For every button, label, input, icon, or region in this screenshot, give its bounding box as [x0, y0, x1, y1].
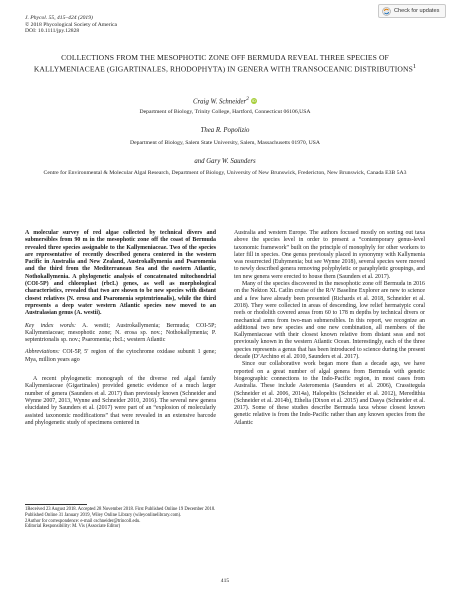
author-1: [0, 96, 450, 105]
body-paragraph-3: Since our collaborative work began more than a decade ago, we have reported on a great number of algal genera from Bermuda with genetic biogeographic connections to the Indo-Pacific region, in most cases from Australia. These include Asteromenia (Saunders et al. 2006), Crassitegula (Schneider et al. 2006, 2014a), Halopeltis (Schneider et al. 2012), Meredithia (Schneider et al. 2014b), Ethelia (Dixon et al. 2015) and Dasya (Schneider et al. 2017). Some of these studies describe Bermuda taxa whose closest known genetic relative is from the Indo-Pacific rather than any known species from the Atlantic: [234, 361, 425, 426]
journal-copyright: © 2018 Phycological Society of America: [25, 21, 118, 28]
abbreviations-label: Abbreviations:: [25, 349, 60, 356]
footnote-received: 1Received 23 August 2018. Accepted 28 November 2018. First Published Online 19 December 2018. Published Online 31 January 2019, Wiley Online Library (wileyonlinelibrary.com).: [25, 507, 216, 518]
key-index-text: A. westii; Austrokallymenia; Bermuda; COI-5P; Kallymeniaceae; mesophotic zone; N. erosa sp. nov.; Nothokallymenia; P. septentrionalis sp. nov.; Psaromenia; rbcL; western Atlantic: [25, 322, 216, 344]
abstract: A molecular survey of red algae collected by technical divers and submersibles from 90 m in the mesophotic zone off the coast of Bermuda revealed three species assignable to the Kallymeniaceae. Two of the species are representative of recently described genera centered in the western Pacific in Australia and New Zealand, Austrokallymenia and Psaromenia and the third from the Mediterranean Sea and the eastern Atlantic, Nothokallymenia. A phylogenetic analysis of concatenated mitochondrial (COI-5P) and chloroplast (rbcL) genes, as well as morphological characteristics, revealed that two are shown to be new species with distant closest relatives (N. erosa and Psaromenia septentrionalis), while the third represents a deep water western Atlantic species now moved to an Australasian genus (A. westii).: [25, 230, 216, 317]
check-for-updates-button[interactable]: [378, 4, 446, 18]
body-paragraph-1: Australia and western Europe. The authors focused mostly on sorting out taxa above the species level in order to present a “contemporary genus-level taxonomic framework” built on the principle of monophyly for other workers to later fill in species. One genus previously placed in synonymy with Kallymenia was resurrected (Euhymenia; but see Wynne 2018), several species were moved to newly described genera removing polyphyletic or paraphyletic groupings, and ten new genera were erected to house them (Saunders et al. 2017).: [234, 230, 425, 280]
title-text: COLLECTIONS FROM THE MESOPHOTIC ZONE OFF BERMUDA REVEAL THREE SPECIES OF KALLYMENIACEAE (GIGARTINALES, RHODOPHYTA) IN GENERA WITH TRANSOCEANIC DISTRIBUTIONS: [33, 53, 413, 74]
right-column: [234, 230, 425, 427]
journal-header: [25, 15, 117, 35]
abbreviations-text: COI-5P, 5′ region of the cytochrome oxidase subunit 1 gene; Mya, million years ago: [25, 349, 216, 363]
footnote-editorial: Editorial Responsibility: M. Vis (Associate Editor): [25, 524, 121, 530]
article-title: [30, 53, 420, 74]
author-2-name: Thea R. Popolizio: [200, 127, 250, 134]
author-3-name: and Gary W. Saunders: [194, 158, 256, 165]
key-index-label: Key index words:: [25, 322, 76, 329]
journal-citation: J. Phycol. 55, 415–424 (2019): [25, 15, 93, 21]
author-1-mark: 2: [246, 96, 249, 102]
body-paragraph-2: Many of the species discovered in the mesophotic zone off Bermuda in 2016 on the Nekton XL Catlin cruise of the R/V Baseline Explorer are new to science and a few have already been presented (Richards et al. 2018, Schneider et al. 2018). They were collected in areas of descending, low relief hermatypic coral reefs or rhodolith covered areas from 60 to 178 m depths by technical divers or mechanical arms from two-man submersibles. In this report, we recognize an additional two new species and one new combination, all members of the Kallymeniaceae with their closest known relative from distant seas and not previously known in the western Atlantic Ocean. Interestingly, each of the three species represents a genus that has been introduced to science during the present decade (D’Archino et al. 2010, Saunders et al. 2017).: [234, 281, 425, 361]
author-1-name: Craig W. Schneider: [192, 98, 247, 106]
title-footnote-mark: 1: [412, 63, 417, 71]
author-3: [0, 158, 450, 165]
page-number: 415: [220, 578, 230, 584]
key-index-words: [25, 323, 216, 345]
left-column: [25, 230, 216, 427]
footnotes: [25, 507, 216, 530]
check-updates-label: Check for updates: [394, 8, 440, 14]
intro-paragraph: A recent phylogenetic monograph of the diverse red algal family Kallymeniaceae (Gigartinales) provided genetic evidence of a much larger number of genera (Saunders et al. 2017) than previously known (Schneider and Wynne 2007, 2013, Wynne and Schneider 2010, 2016). The several new genera elucidated by Saunders et al. (2017) were part of an “explosion of molecularly assisted taxonomic modifications” that were revealed in an extensive barcode and phylogenetic study of specimens centered in: [25, 376, 216, 426]
orcid-icon[interactable]: iD: [252, 98, 256, 104]
author-1-affiliation: Department of Biology, Trinity College, Hartford, Connecticut 06106,USA: [139, 109, 311, 115]
author-3-affiliation: Centre for Environmental & Molecular Algal Research, Department of Biology, University of New Brunswick, Fredericton, New Brunswick, Canada E3B 5A3: [43, 170, 407, 176]
footnote-correspondence: 2Author for correspondence: e-mail cschneider@trincoll.edu.: [25, 518, 141, 524]
abbreviations: [25, 349, 216, 364]
check-updates-icon: [382, 7, 391, 16]
author-2: [0, 127, 450, 134]
journal-doi[interactable]: DOI: 10.1111/jpy.12828: [25, 28, 80, 35]
footnote-divider: [25, 504, 87, 505]
author-2-affiliation: Department of Biology, Salem State University, Salem, Massachusetts 01970, USA: [130, 140, 320, 146]
